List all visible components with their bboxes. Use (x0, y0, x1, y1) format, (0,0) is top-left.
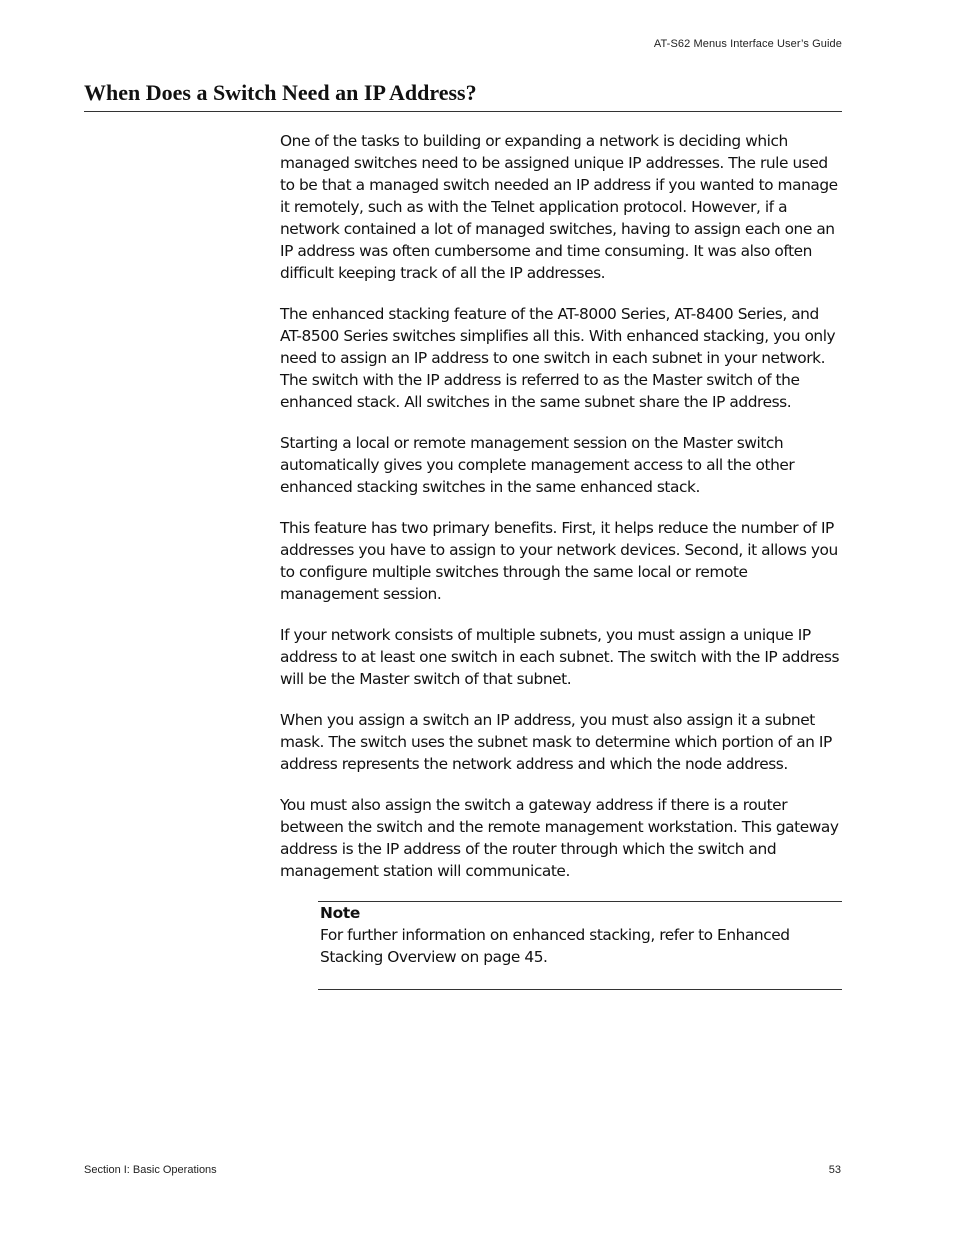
paragraph-enhanced-stacking: The enhanced stacking feature of the AT-8000 Series, AT-8400 Series, and AT-8500 Series switches simplifies all this. With enhanced stacking, you only need to assign an IP address to one switch in each subnet in your network. The switch with the IP address is referred to as the Master switch of the enhanced stack. All switches in the same subnet share the IP address. (280, 305, 836, 411)
paragraph-master-switch-session: Starting a local or remote management session on the Master switch automatically gives you complete management access to all the other enhanced stacking switches in the same enhanced stack. (280, 434, 795, 496)
note-title: Note (320, 904, 361, 922)
running-header: AT-S62 Menus Interface User’s Guide (653, 38, 842, 50)
paragraph-multiple-subnets: If your network consists of multiple subnets, you must assign a unique IP address to at least one switch in each subnet. The switch with the IP address will be the Master switch of that subnet. (280, 626, 840, 688)
footer-section-label: Section I: Basic Operations (84, 1164, 217, 1176)
body-column (280, 130, 842, 990)
paragraph-gateway-address: You must also assign the switch a gateway address if there is a router between the switch and the remote management workstation. This gateway address is the IP address of the router through which the switch and management station will communicate. (280, 796, 839, 880)
paragraph-benefits: This feature has two primary benefits. First, it helps reduce the number of IP addresses you have to assign to your network devices. Second, it allows you to configure multiple switches through the same local or remote management session. (280, 519, 838, 603)
paragraph-subnet-mask: When you assign a switch an IP address, you must also assign it a subnet mask. The switch uses the subnet mask to determine which portion of an IP address represents the network address and which the node address. (280, 711, 832, 773)
section-title: When Does a Switch Need an IP Address? (84, 80, 842, 112)
note-text: For further information on enhanced stacking, refer to Enhanced Stacking Overview on page 45. (320, 926, 790, 966)
paragraph-ip-address-history: One of the tasks to building or expanding a network is deciding which managed switches need to be assigned unique IP addresses. The rule used to be that a managed switch needed an IP address if you wanted to manage it remotely, such as with the Telnet application protocol. However, if a network contained a lot of managed switches, having to assign each one an IP address was often cumbersome and time consuming. It was also often difficult keeping track of all the IP addresses. (280, 132, 838, 282)
note-box (318, 901, 842, 990)
footer-page-number: 53 (828, 1164, 841, 1176)
